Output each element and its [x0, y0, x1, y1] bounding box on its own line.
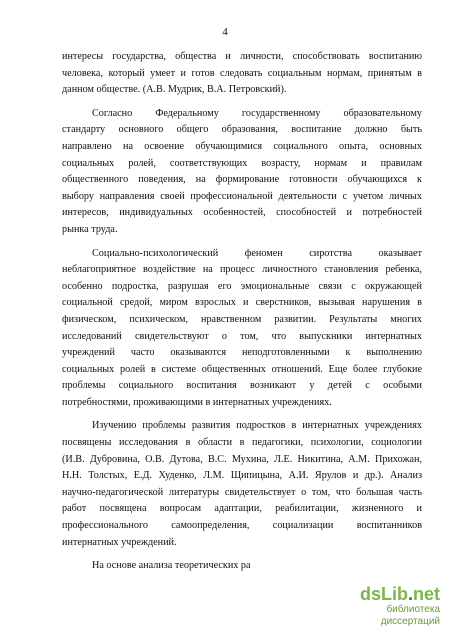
text-line: особенно подростка, разрушая его эмоциональные связи с окружающей — [62, 280, 422, 292]
text-line: Социально-психологический феномен сиротства оказывает — [92, 247, 422, 259]
document-body — [62, 49, 422, 582]
page-number: 4 — [222, 26, 228, 38]
watermark-logo — [330, 584, 440, 604]
text-line: выбору направления своей профессиональной деятельности с учетом личных — [62, 190, 422, 202]
text-line: стандарту основного общего образования, воспитание должно быть — [62, 124, 422, 136]
text-line: потребностями, проживающими в интернатных учреждениях. — [62, 396, 332, 408]
text-line: физическом, психическом, нравственном развитии. Результаты многих — [62, 313, 422, 325]
text-line: Н.Н. Толстых, Е.Д. Худенко, Л.М. Щипицына, А.И. Ярулов и др.). Анализ — [62, 470, 422, 482]
paragraph-1 — [62, 49, 422, 99]
text-line: На основе анализа теоретических ра — [92, 560, 251, 572]
watermark-logo-main: dsLib — [359, 584, 408, 604]
text-line: работ посвящена вопросам адаптации, реабилитации, жизненного и — [62, 503, 422, 515]
text-line: посвящены исследования в области в педагогики, психологии, социологии — [62, 437, 422, 449]
text-line: интернатных учреждений. — [62, 536, 177, 548]
paragraph-2 — [62, 106, 422, 239]
paragraph-3 — [62, 246, 422, 412]
text-line: рынка труда. — [62, 223, 118, 235]
paragraph-5 — [62, 558, 422, 575]
text-line: направлено на освоение обучающимися социального опыта, основных — [62, 140, 422, 152]
text-line: (И.В. Дубровина, О.В. Дутова, В.С. Мухина, Л.Е. Никитина, А.М. Прихожан, — [62, 453, 422, 465]
paragraph-4 — [62, 418, 422, 551]
watermark-logo-dot: . — [407, 584, 413, 604]
text-line: проблемы социального воспитания возникают у детей с особыми — [62, 380, 422, 392]
text-line: социальных ролей в системе общественных отношений. Еще более глубокие — [62, 363, 422, 375]
text-line: общественного поведения, на формирование готовности обучающихся к — [62, 174, 422, 186]
text-line: неблагоприятное воздействие на процесс личностного становления ребенка, — [62, 264, 422, 276]
text-line: интересы государства, общества и личности, способствовать воспитанию — [62, 51, 422, 62]
text-line: профессионального самоопределения, социализации воспитанников — [62, 520, 422, 532]
text-line: социальных ролей, соответствующих возрасту, нормам и правилам — [62, 157, 422, 169]
watermark-caption: библиотека диссертаций — [380, 604, 440, 627]
text-line: интересов, индивидуальных особенностей, способностей и потребностей — [62, 207, 422, 219]
text-line: данном обществе. (А.В. Мудрик, В.А. Петровский). — [62, 84, 287, 96]
text-line: научно-педагогической литературы свидетельствует о том, что большая часть — [62, 486, 422, 498]
text-line: учреждений часто оказываются неподготовленными к выполнению — [62, 347, 422, 359]
text-line: Изучению проблемы развития подростков в интернатных учреждениях — [92, 420, 422, 432]
text-line: Согласно Федеральному государственному образовательному — [92, 107, 422, 119]
watermark — [330, 584, 440, 628]
text-line: социальной средой, миром взрослых и сверстников, вызывая нарушения в — [62, 297, 422, 309]
text-line: человека, который умеет и готов следовать социальным нормам, принятым в — [62, 67, 422, 79]
text-line: исследований свидетельствуют о том, что выпускники интернатных — [62, 330, 422, 342]
watermark-logo-tld: net — [413, 584, 440, 604]
